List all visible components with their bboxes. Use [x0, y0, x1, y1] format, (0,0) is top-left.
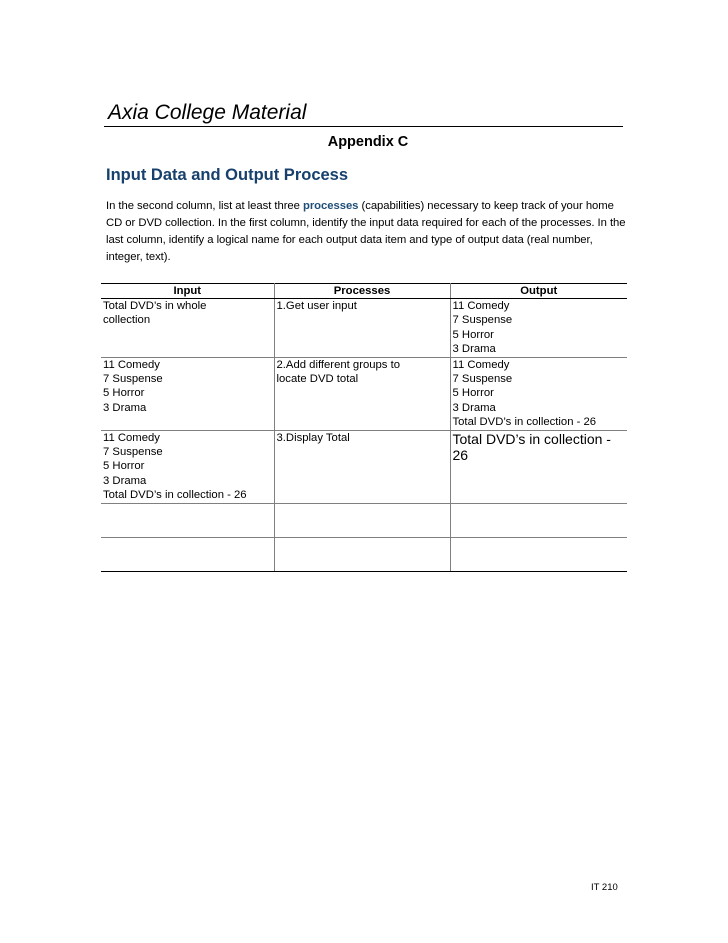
cell-line: 3 Drama: [452, 401, 496, 414]
input-cell: [101, 299, 274, 358]
cell-line: Total DVD’s in whole: [103, 300, 207, 312]
process-cell: [274, 430, 450, 503]
table-row: [101, 299, 627, 358]
cell-line: 11 Comedy: [452, 300, 510, 312]
table-row-empty: [101, 537, 627, 571]
header-output: Output: [450, 284, 627, 299]
process-cell: [274, 357, 450, 430]
process-cell: [274, 299, 450, 358]
intro-before: In the second column, list at least three: [106, 200, 303, 212]
input-cell: [101, 537, 274, 571]
intro-emphasis: processes: [302, 200, 359, 212]
input-cell: [101, 503, 274, 537]
cell-line: 5 Horror: [452, 328, 494, 341]
cell-line: 2.Add different groups to: [276, 358, 401, 371]
cell-line: 5 Horror: [103, 387, 145, 400]
cell-line: 3 Drama: [103, 474, 147, 487]
intro-after: (capabilities) necessary to keep track of your home CD or DVD collection. In the first column, identify the input data required for each of the processes. In the last column, identify a logical name for each output data item and type of output data (real number, integer, text).: [106, 200, 626, 263]
cell-line: Total DVD’s in collection -: [452, 430, 611, 447]
header-processes: Processes: [274, 284, 450, 299]
cell-line: 7 Suspense: [452, 314, 513, 327]
process-cell: [274, 537, 450, 571]
header-rule: [104, 126, 623, 127]
input-cell: [101, 357, 274, 430]
output-cell: [450, 430, 627, 503]
ipo-table: [101, 283, 627, 572]
cell-line: Total DVD’s in collection - 26: [103, 489, 247, 502]
cell-line: 3 Drama: [103, 401, 147, 414]
output-cell: [450, 537, 627, 571]
table-row: [101, 357, 627, 430]
cell-line: 11 Comedy: [103, 431, 160, 444]
cell-line: 3.Display Total: [276, 431, 350, 444]
cell-line: collection: [103, 314, 151, 327]
appendix-text: Appendix C: [327, 134, 409, 150]
cell-line: 11 Comedy: [452, 358, 510, 371]
footer-course-code: IT 210: [591, 882, 618, 893]
output-cell: [450, 503, 627, 537]
section-heading: Input Data and Output Process: [106, 166, 349, 184]
cell-line: locate DVD total: [276, 373, 359, 386]
cell-line: 11 Comedy: [103, 358, 160, 371]
cell-line: 7 Suspense: [103, 446, 163, 459]
appendix-label: [0, 134, 728, 150]
header-title: Axia College Material: [108, 101, 307, 124]
cell-line: 3 Drama: [452, 343, 496, 356]
process-cell: [274, 503, 450, 537]
table-header-row: [101, 284, 627, 299]
cell-line: 5 Horror: [452, 387, 494, 400]
header-input: Input: [101, 284, 274, 299]
table-row-empty: [101, 503, 627, 537]
cell-line: 5 Horror: [103, 460, 145, 473]
output-cell: [450, 357, 627, 430]
cell-line: 7 Suspense: [103, 373, 163, 386]
cell-line: 26: [452, 446, 469, 463]
cell-line: 7 Suspense: [452, 373, 513, 386]
cell-line: Total DVD’s in collection - 26: [452, 416, 597, 429]
output-cell: [450, 299, 627, 358]
cell-line: 1.Get user input: [276, 300, 357, 312]
intro-paragraph: [106, 198, 626, 266]
table-row: [101, 430, 627, 503]
input-cell: [101, 430, 274, 503]
